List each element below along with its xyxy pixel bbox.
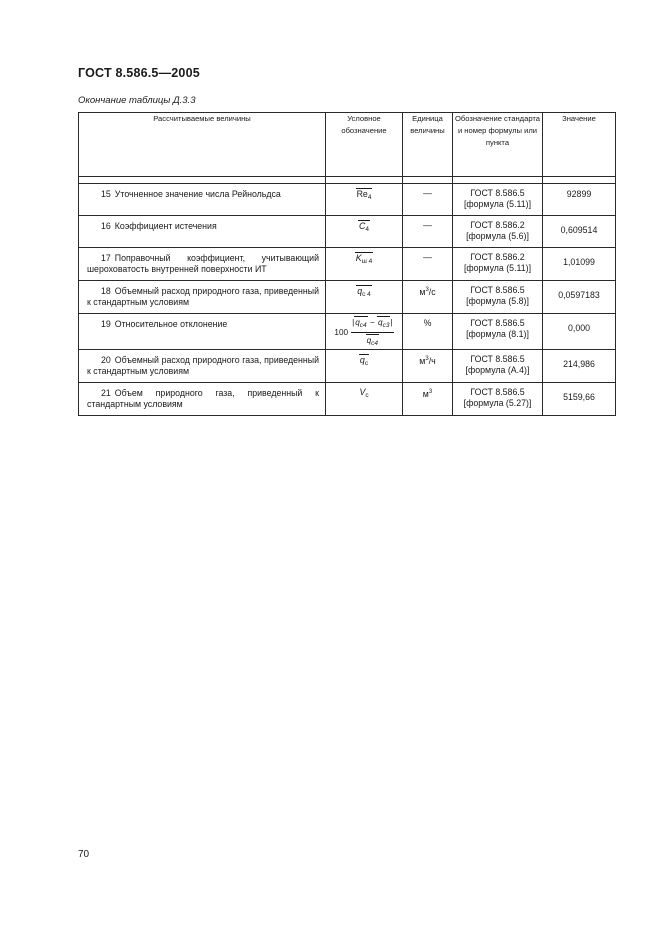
spacer-row xyxy=(79,177,616,184)
symbol-overline xyxy=(356,285,372,300)
standard-cell xyxy=(453,281,543,314)
standard-name: ГОСТ 8.586.5 xyxy=(470,188,525,198)
standard-cell xyxy=(453,248,543,281)
row-number: 16 xyxy=(101,221,111,231)
symbol-cell xyxy=(326,248,403,281)
column-header-quantity: Рассчитываемые величины xyxy=(79,113,326,177)
deviation-formula xyxy=(334,316,393,349)
symbol-main: C xyxy=(359,221,366,231)
denominator-subscript: с4 xyxy=(371,340,379,347)
standard-name: ГОСТ 8.586.5 xyxy=(470,354,525,364)
quantity-name: Поправочный коэффициент, учитывающий шероховатость внутренней поверхности ИТ xyxy=(87,253,319,274)
symbol-main: Re xyxy=(356,189,368,199)
quantity-cell xyxy=(79,281,326,314)
quantity-name: Уточненное значение числа Рейнольдса xyxy=(114,189,281,199)
quantity-cell xyxy=(79,248,326,281)
standard-formula: [формула (А.4)] xyxy=(465,365,530,375)
symbol-subscript: ш 4 xyxy=(361,258,373,265)
unit-tail: /с xyxy=(428,287,436,297)
standard-cell xyxy=(453,350,543,383)
table-row xyxy=(79,350,616,383)
quantity-name: Коэффициент истечения xyxy=(114,221,217,231)
unit-superscript: 3 xyxy=(425,287,429,293)
standard-name: ГОСТ 8.586.5 xyxy=(470,387,525,397)
unit-cell: — xyxy=(403,216,453,248)
unit-cell xyxy=(403,383,453,416)
symbol-subscript: 4 xyxy=(365,226,369,233)
formula-fraction xyxy=(351,316,394,349)
numerator-term-b xyxy=(377,316,390,331)
standard-formula: [формула (8.1)] xyxy=(466,329,529,339)
page-number: 70 xyxy=(78,849,90,860)
value-cell: 1,01099 xyxy=(543,248,616,281)
symbol-subscript: с xyxy=(364,360,369,367)
table-row xyxy=(79,281,616,314)
unit-base: м xyxy=(419,287,426,297)
term-a-main: q xyxy=(355,318,360,327)
unit-base: м xyxy=(419,356,426,366)
denominator-main: q xyxy=(366,336,372,345)
quantity-cell xyxy=(79,216,326,248)
symbol-overline xyxy=(358,220,370,235)
unit-cell: — xyxy=(403,248,453,281)
symbol-main: K xyxy=(355,253,362,263)
symbol-cell xyxy=(326,184,403,216)
standard-name: ГОСТ 8.586.5 xyxy=(470,285,525,295)
term-b-main: q xyxy=(378,318,383,327)
symbol-cell xyxy=(326,216,403,248)
value-cell: 0,0597183 xyxy=(543,281,616,314)
standard-name: ГОСТ 8.586.5 xyxy=(470,318,525,328)
document-header: ГОСТ 8.586.5—2005 xyxy=(78,66,200,80)
column-header-symbol: Условное обозначение xyxy=(326,113,403,177)
value-cell: 214,986 xyxy=(543,350,616,383)
table-row xyxy=(79,314,616,350)
unit-cell xyxy=(403,350,453,383)
symbol-cell xyxy=(326,281,403,314)
column-header-unit: Единица величины xyxy=(403,113,453,177)
symbol-main: q xyxy=(357,286,363,296)
unit-tail: /ч xyxy=(428,356,436,366)
standard-formula: [формула (5.11)] xyxy=(463,263,532,273)
table-caption: Окончание таблицы Д.3.3 xyxy=(78,95,196,106)
symbol-overline xyxy=(359,354,369,369)
quantity-cell xyxy=(79,383,326,416)
row-number: 19 xyxy=(101,319,111,329)
symbol-cell xyxy=(326,383,403,416)
quantity-cell xyxy=(79,184,326,216)
symbol-subscript: c xyxy=(365,392,369,399)
table-row xyxy=(79,216,616,248)
symbol-main: q xyxy=(359,355,365,365)
unit-cell: % xyxy=(403,314,453,350)
quantity-name: Объемный расход природного газа, приведенный к стандартным условиям xyxy=(87,286,319,307)
symbol-plain xyxy=(359,387,368,397)
symbol-overline xyxy=(355,252,374,267)
standard-cell xyxy=(453,216,543,248)
table-row xyxy=(79,184,616,216)
denominator-term xyxy=(366,334,379,349)
table-row xyxy=(79,248,616,281)
quantity-name: Объемный расход природного газа, приведенный к стандартным условиям xyxy=(87,355,319,376)
value-cell: 0,000 xyxy=(543,314,616,350)
table-header-row xyxy=(79,113,616,177)
table-row xyxy=(79,383,616,416)
unit-superscript: 3 xyxy=(428,389,433,395)
term-b-subscript: с3 xyxy=(382,322,390,329)
unit-cell: — xyxy=(403,184,453,216)
quantity-cell xyxy=(79,314,326,350)
quantity-name: Относительное отклонение xyxy=(114,319,228,329)
row-number: 18 xyxy=(101,286,111,296)
symbol-overline xyxy=(356,188,373,203)
numerator-term-a xyxy=(354,316,367,331)
column-header-standard: Обозначение стандарта и номер формулы или пункта xyxy=(453,113,543,177)
quantity-name: Объем природного газа, приведенный к стандартным условиям xyxy=(87,388,319,409)
fraction-denominator xyxy=(366,333,379,349)
unit-superscript: 3 xyxy=(425,356,429,362)
row-number: 15 xyxy=(101,189,111,199)
standard-name: ГОСТ 8.586.2 xyxy=(470,252,525,262)
standard-cell xyxy=(453,383,543,416)
standard-formula: [формула (5.6)] xyxy=(466,231,529,241)
symbol-subscript: 4 xyxy=(367,194,372,201)
unit-base: м xyxy=(422,389,429,399)
formula-coefficient: 100 xyxy=(334,328,349,337)
standard-formula: [формула (5.27)] xyxy=(463,398,532,408)
term-a-subscript: с4 xyxy=(359,322,367,329)
standard-formula: [формула (5.8)] xyxy=(466,296,529,306)
standard-cell xyxy=(453,314,543,350)
row-number: 21 xyxy=(101,388,111,398)
standard-formula: [формула (5.11)] xyxy=(463,199,532,209)
symbol-cell xyxy=(326,350,403,383)
symbol-cell xyxy=(326,314,403,350)
standard-cell xyxy=(453,184,543,216)
value-cell: 92899 xyxy=(543,184,616,216)
fraction-numerator: $|q_{с4} - q_{с3}|$ xyxy=(351,316,394,333)
minus-sign: − xyxy=(369,318,375,327)
symbol-main: V xyxy=(359,387,366,397)
standard-name: ГОСТ 8.586.2 xyxy=(470,220,525,230)
unit-cell xyxy=(403,281,453,314)
value-cell: 0,609514 xyxy=(543,216,616,248)
value-cell: 5159,66 xyxy=(543,383,616,416)
column-header-value: Значение xyxy=(543,113,616,177)
quantity-cell xyxy=(79,350,326,383)
row-number: 20 xyxy=(101,355,111,365)
row-number: 17 xyxy=(101,253,111,263)
results-table xyxy=(78,112,616,416)
symbol-subscript: с 4 xyxy=(362,291,371,298)
